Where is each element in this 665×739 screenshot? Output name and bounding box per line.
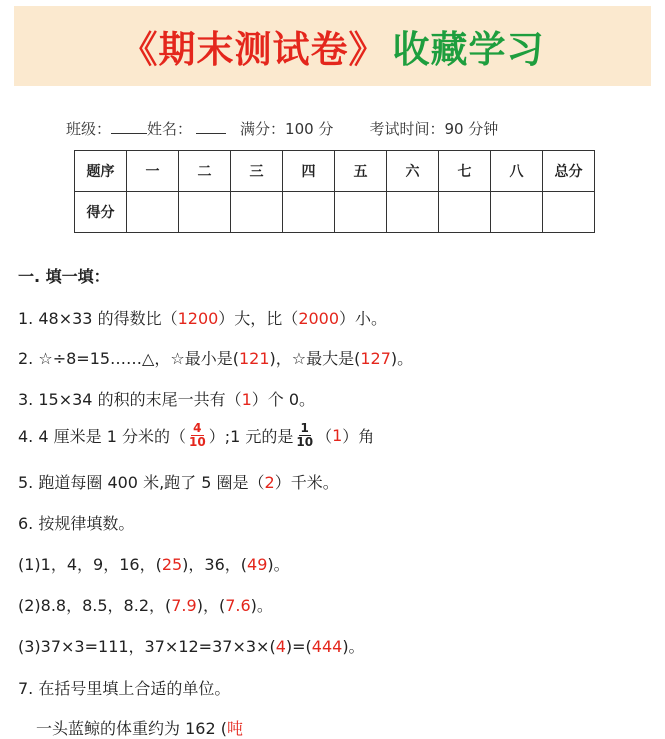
q-text: )=(	[285, 637, 312, 656]
q-text: (1)1，4，9，16，(	[18, 555, 162, 574]
question-6-2	[18, 593, 273, 616]
title-red: 《期末测试卷》	[120, 28, 387, 71]
question-7-1	[36, 716, 243, 739]
table-cell: 二	[179, 151, 231, 192]
class-blank	[111, 119, 147, 134]
q-text: 5. 跑道每圈 400 米,跑了 5 圈是（	[18, 473, 265, 492]
question-6-1	[18, 552, 290, 575]
answer: 吨	[226, 719, 243, 738]
fraction-denominator: 10	[296, 435, 314, 449]
q-text: )。	[250, 596, 273, 615]
question-5	[18, 470, 339, 493]
q-text: ）小。	[339, 309, 388, 328]
question-4	[18, 422, 374, 449]
score-table-score-row	[75, 192, 595, 233]
answer: 7.9	[171, 596, 197, 615]
table-cell: 五	[335, 151, 387, 192]
answer: 49	[247, 555, 268, 574]
table-cell: 七	[439, 151, 491, 192]
q-text: )，(	[196, 596, 226, 615]
answer: 1	[332, 426, 343, 445]
score-cell[interactable]	[335, 192, 387, 233]
answer: 2	[264, 473, 275, 492]
question-3	[18, 387, 315, 410]
q-text: 1. 48×33 的得数比（	[18, 309, 178, 328]
score-cell[interactable]	[387, 192, 439, 233]
title-green: 收藏学习	[392, 28, 545, 71]
full-score: 满分：100 分	[240, 120, 334, 138]
score-table-header-row	[75, 151, 595, 192]
score-cell[interactable]	[179, 192, 231, 233]
question-1	[18, 306, 387, 329]
q-text: ）;1 元的是	[208, 427, 294, 446]
name-label: 姓名：	[147, 120, 193, 138]
class-label: 班级：	[66, 120, 112, 138]
table-cell: 六	[387, 151, 439, 192]
score-cell[interactable]	[283, 192, 335, 233]
table-cell: 四	[283, 151, 335, 192]
q-text: )。	[390, 349, 414, 368]
fraction	[294, 422, 315, 449]
score-cell[interactable]	[231, 192, 283, 233]
q-text: ）大，比（	[218, 309, 299, 328]
answer: 444	[311, 637, 343, 656]
table-cell: 八	[491, 151, 543, 192]
table-cell: 总分	[543, 151, 595, 192]
answer: 4	[275, 637, 286, 656]
table-cell: 得分	[75, 192, 127, 233]
q-text: (3)37×3=111，37×12=37×3×(	[18, 637, 276, 656]
q-text: )。	[342, 637, 365, 656]
answer: 2000	[298, 309, 340, 328]
answer: 121	[238, 349, 270, 368]
answer: 1	[241, 390, 252, 409]
fraction-numerator: 1	[300, 421, 309, 435]
score-cell[interactable]	[491, 192, 543, 233]
exam-info-line	[66, 118, 498, 139]
q-text: )。	[267, 555, 290, 574]
q-text: （	[316, 427, 333, 446]
score-cell[interactable]	[127, 192, 179, 233]
table-cell: 一	[127, 151, 179, 192]
q-text: (2)8.8，8.5，8.2，(	[18, 596, 172, 615]
answer: 1200	[177, 309, 219, 328]
q-text: ）个 0。	[251, 390, 316, 409]
fraction-denominator: 10	[188, 435, 206, 449]
exam-time: 考试时间：90 分钟	[369, 120, 499, 138]
section-title: 一. 填一填：	[18, 267, 110, 286]
answer: 25	[161, 555, 183, 574]
q-text: 4. 4 厘米是 1 分米的（	[18, 427, 186, 446]
question-7-title: 7. 在括号里填上合适的单位。	[18, 679, 231, 698]
q-text: 3. 15×34 的积的末尾一共有（	[18, 390, 242, 409]
question-6-3	[18, 634, 365, 657]
q-text: 2. ☆÷8=15……△，☆最小是(	[18, 349, 239, 368]
answer: 127	[360, 349, 391, 368]
fraction-answer	[187, 422, 208, 449]
name-blank	[196, 119, 226, 134]
q-text: 一头蓝鲸的体重约为 162 (	[36, 719, 227, 738]
question-6-title: 6. 按规律填数。	[18, 514, 135, 533]
q-text: ）角	[342, 427, 375, 446]
fraction-numerator: 4	[193, 421, 202, 435]
q-text: )，36，(	[182, 555, 248, 574]
answer: 7.6	[225, 596, 251, 615]
question-2	[18, 346, 413, 369]
table-cell: 题序	[75, 151, 127, 192]
score-table	[74, 150, 595, 233]
score-cell[interactable]	[439, 192, 491, 233]
q-text: ）千米。	[274, 473, 339, 492]
title-banner	[14, 6, 651, 86]
q-text: )，☆最大是(	[269, 349, 361, 368]
score-cell[interactable]	[543, 192, 595, 233]
table-cell: 三	[231, 151, 283, 192]
